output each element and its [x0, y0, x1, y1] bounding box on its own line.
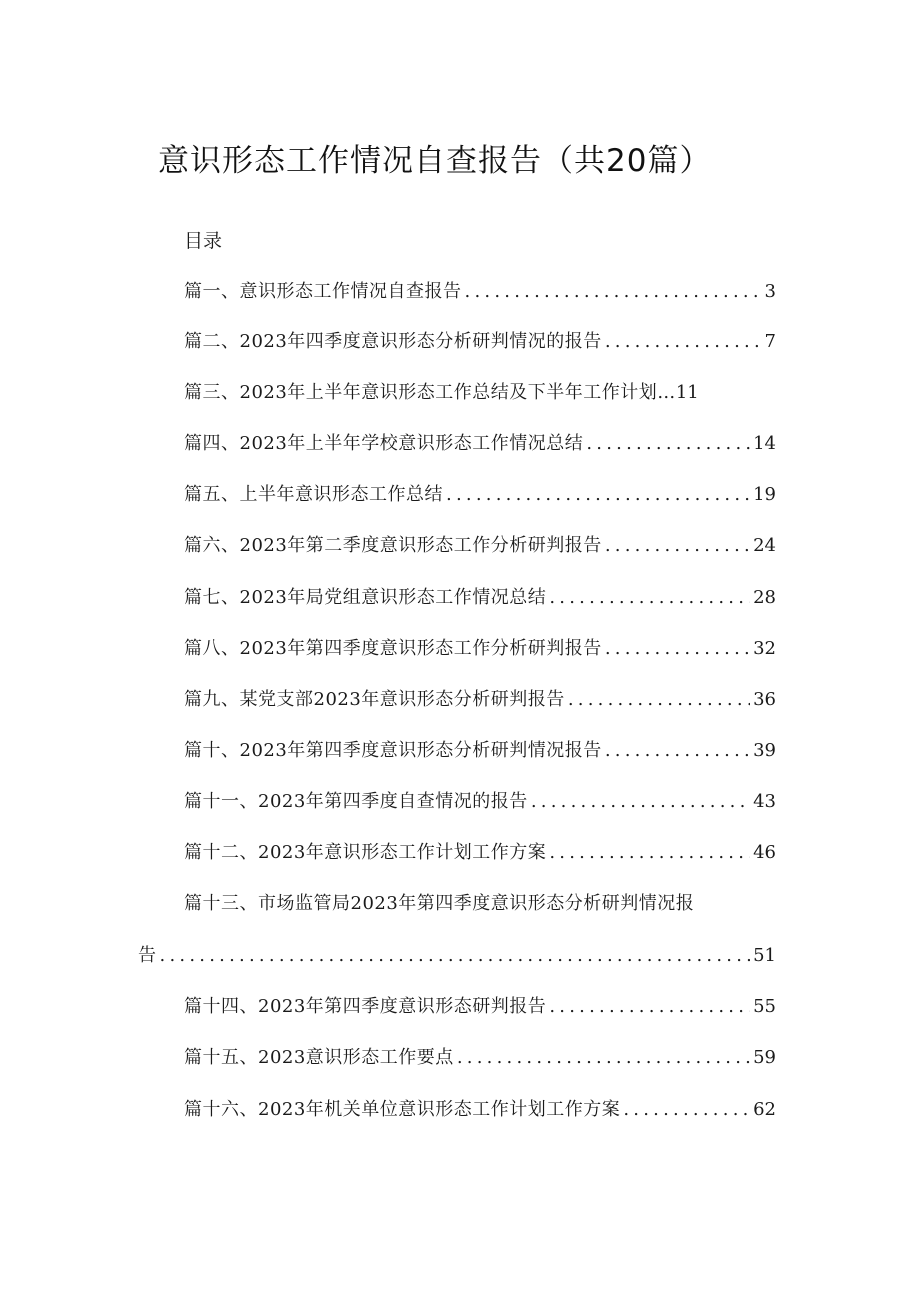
- toc-entry-page: 28: [753, 587, 776, 608]
- toc-entry-page: 59: [753, 1047, 776, 1068]
- toc-entry-page: 43: [753, 791, 776, 812]
- toc-entry-page: 7: [764, 331, 776, 352]
- toc-leader-dots: [531, 787, 750, 817]
- toc-entry-label: 篇七、2023年局党组意识形态工作情况总结: [184, 587, 547, 608]
- toc-entry-page: 46: [753, 842, 776, 863]
- toc-leader-dots: [160, 941, 751, 971]
- toc-leader-dots: [605, 634, 750, 664]
- toc-entry-label: 篇一、意识形态工作情况自查报告: [184, 281, 462, 302]
- toc-entry-label-line1[interactable]: 篇十三、市场监管局2023年第四季度意识形态分析研判情况报: [184, 893, 695, 914]
- toc-entry-page: 11: [675, 382, 699, 403]
- toc-entry-page: 3: [764, 281, 776, 302]
- toc-entry-page: 62: [753, 1099, 776, 1120]
- toc-entry[interactable]: [184, 327, 776, 357]
- toc-entry[interactable]: [184, 277, 776, 307]
- toc-entry-page: 36: [753, 689, 776, 710]
- toc-entry-label: 篇二、2023年四季度意识形态分析研判情况的报告: [184, 331, 602, 352]
- toc-leader-dots: [568, 685, 750, 715]
- toc-entry-label: 篇十四、2023年第四季度意识形态研判报告: [184, 996, 547, 1017]
- toc-entry-page: 55: [753, 996, 776, 1017]
- toc-leader-dots: [605, 531, 750, 561]
- toc-entry[interactable]: [138, 941, 776, 971]
- toc-leader-dots: [457, 1043, 750, 1073]
- document-title: 意识形态工作情况自查报告（共20篇）: [158, 143, 712, 179]
- toc-leader-dots: [623, 1095, 750, 1125]
- toc-leader-dots: [446, 480, 750, 510]
- toc-entry[interactable]: [184, 838, 776, 868]
- toc-entry-label: 篇九、某党支部2023年意识形态分析研判报告: [184, 689, 565, 710]
- toc-entry[interactable]: [184, 583, 776, 613]
- toc-leader-dots: [586, 429, 750, 459]
- toc-entry-label: 篇十一、2023年第四季度自查情况的报告: [184, 791, 528, 812]
- toc-entry-label: 篇五、上半年意识形态工作总结: [184, 484, 443, 505]
- toc-entry-page: 14: [753, 433, 776, 454]
- toc-entry-label: 篇三、2023年上半年意识形态工作总结及下半年工作计划…: [184, 382, 676, 403]
- toc-leader-dots: [549, 583, 750, 613]
- toc-entry-label: 篇四、2023年上半年学校意识形态工作情况总结: [184, 433, 584, 454]
- toc-entry[interactable]: [184, 1043, 776, 1073]
- toc-entry[interactable]: [184, 531, 776, 561]
- toc-leader-dots: [549, 838, 750, 868]
- toc-heading: 目录: [184, 230, 223, 252]
- toc-entry[interactable]: [184, 1095, 776, 1125]
- toc-leader-dots: [605, 736, 750, 766]
- toc-leader-dots: [465, 277, 762, 307]
- toc-entry-label: 篇八、2023年第四季度意识形态工作分析研判报告: [184, 638, 602, 659]
- toc-entry-page: 24: [753, 535, 776, 556]
- toc-entry-page: 19: [753, 484, 776, 505]
- toc-entry[interactable]: [184, 992, 776, 1022]
- toc-entry[interactable]: [184, 378, 699, 408]
- toc-entry[interactable]: [184, 429, 776, 459]
- toc-entry-label: 篇十六、2023年机关单位意识形态工作计划工作方案: [184, 1099, 621, 1120]
- toc-entry-page: 39: [753, 740, 776, 761]
- toc-leader-dots: [549, 992, 750, 1022]
- toc-entry[interactable]: [184, 685, 776, 715]
- toc-entry[interactable]: [184, 480, 776, 510]
- toc-entry[interactable]: [184, 787, 776, 817]
- toc-entry-label: 篇十、2023年第四季度意识形态分析研判情况报告: [184, 740, 602, 761]
- toc-entry-label-line2: 告: [138, 945, 157, 966]
- toc-entry-label: 篇六、2023年第二季度意识形态工作分析研判报告: [184, 535, 602, 556]
- toc-entry-label: 篇十二、2023年意识形态工作计划工作方案: [184, 842, 547, 863]
- toc-leader-dots: [605, 327, 762, 357]
- toc-entry[interactable]: [184, 736, 776, 766]
- toc-entry-label: 篇十五、2023意识形态工作要点: [184, 1047, 454, 1068]
- toc-entry-page: 32: [753, 638, 776, 659]
- toc-entry-page: 51: [753, 945, 776, 966]
- toc-entry[interactable]: [184, 634, 776, 664]
